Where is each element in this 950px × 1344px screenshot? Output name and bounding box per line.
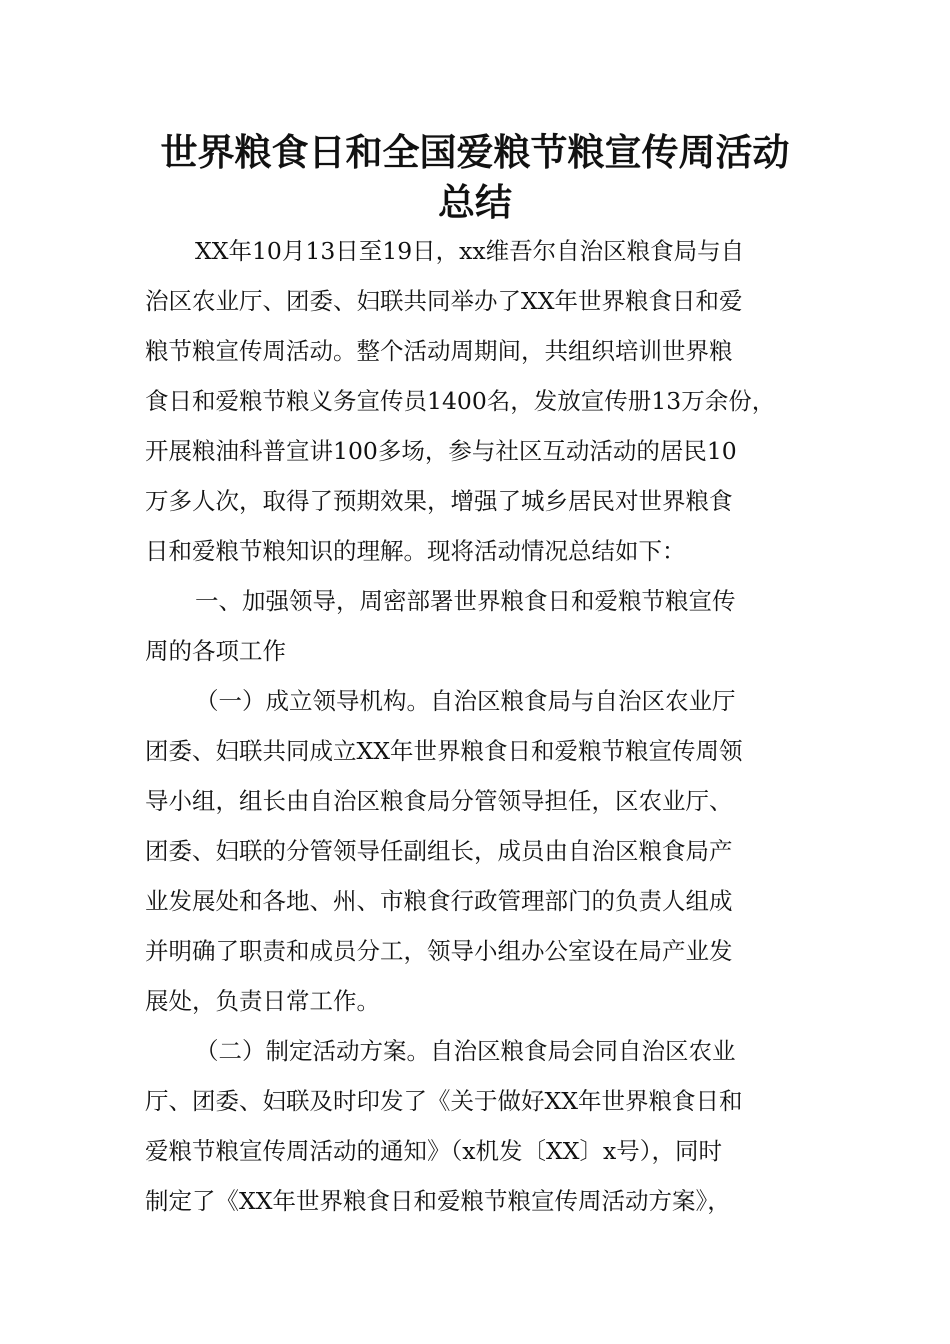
body-line: 业发展处和各地、州、市粮食行政管理部门的负责人组成: [145, 887, 733, 915]
body-line: 团委、妇联的分管领导任副组长，成员由自治区粮食局产: [145, 837, 733, 865]
body-line: 爱粮节粮宣传周活动的通知》（x机发〔XX〕x号），同时: [145, 1137, 722, 1165]
body-line: 治区农业厅、团委、妇联共同举办了XX年世界粮食日和爱: [145, 287, 743, 315]
body-line: 食日和爱粮节粮义务宣传员1400名，发放宣传册13万余份，: [145, 387, 776, 415]
body-line: 日和爱粮节粮知识的理解。现将活动情况总结如下：: [145, 537, 686, 565]
body-line: 厅、团委、妇联及时印发了《关于做好XX年世界粮食日和: [145, 1087, 743, 1115]
section-heading-line: 一、加强领导，周密部署世界粮食日和爱粮节粮宣传: [195, 587, 736, 615]
body-line: 团委、妇联共同成立XX年世界粮食日和爱粮节粮宣传周领: [145, 737, 743, 765]
body-line: 展处，负责日常工作。: [145, 987, 380, 1015]
body-line: 导小组，组长由自治区粮食局分管领导担任，区农业厅、: [145, 787, 733, 815]
body-line: （一）成立领导机构。自治区粮食局与自治区农业厅: [195, 687, 736, 715]
document-title-line-2: 总结: [438, 181, 512, 224]
body-line: 开展粮油科普宣讲100多场，参与社区互动活动的居民10: [145, 437, 737, 465]
body-line: 并明确了职责和成员分工，领导小组办公室设在局产业发: [145, 937, 733, 965]
body-line: XX年10月13日至19日，xx维吾尔自治区粮食局与自: [195, 237, 745, 265]
body-line: 制定了《XX年世界粮食日和爱粮节粮宣传周活动方案》，: [145, 1187, 731, 1215]
body-line: （二）制定活动方案。自治区粮食局会同自治区农业: [195, 1037, 736, 1065]
body-line: 万多人次，取得了预期效果，增强了城乡居民对世界粮食: [145, 487, 733, 515]
document-title-line-1: 世界粮食日和全国爱粮节粮宣传周活动: [160, 131, 790, 174]
body-line: 粮节粮宣传周活动。整个活动周期间，共组织培训世界粮: [145, 337, 733, 365]
section-heading-line: 周的各项工作: [145, 637, 286, 665]
